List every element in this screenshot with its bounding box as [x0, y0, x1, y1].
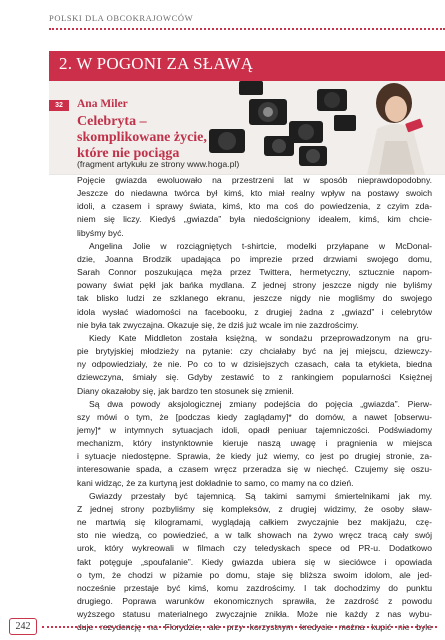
- body-line: dzie, Joanna Brodzik upadająca po imprezie przed drzwiami swojego domu,: [77, 253, 432, 264]
- body-line: wyższego statusu materialnego zwyczajnie znikła. Może nie każdy z nas wybu-: [77, 609, 432, 620]
- body-line: drugiego. Poprawa warunków ekonomicznych sprawiła, że zazdrość z powodu: [77, 596, 432, 606]
- body-line: powany świat pękł jak bańka mydlana. Z jednej strony jeszcze nigdy nie byliśmy: [77, 280, 432, 291]
- body-line: urok, który wykreowali w filmach czy teledyskach specе od PR-u. Dodatkowo: [77, 543, 432, 554]
- body-line: Z jednej strony pozbyliśmy się kompleksów, z drugiej widzimy, że osoby sław-: [77, 503, 432, 514]
- body-line: libyśmy być.: [77, 227, 124, 238]
- body-line: sto nie wiedzą, co powiedzieć, a w talk showach na żywo wręcz tracą cały swój: [77, 530, 432, 541]
- body-line: Kiedy Kate Middleton została księżną, w sondażu przeprowadzonym na gru-: [89, 332, 432, 343]
- running-head: POLSKI DLA OBCOKRAJOWCÓW: [49, 13, 194, 23]
- article-title-line: Celebryta – skomplikowane życie,: [77, 114, 207, 145]
- body-line: Pojęcie gwiazda ewoluowało na przestrzeni lat w sposób nieprawdopodobny.: [77, 175, 432, 185]
- article-title-line: które nie pociąga: [77, 146, 180, 161]
- source-note: (fragment artykułu ze strony www.hoga.pl): [77, 159, 240, 169]
- body-line: idola wysłać wiadomości na facebooku, z drugiej żadna z „gwiazd” i celebrytów: [77, 306, 432, 317]
- body-line: pie brytyjskiej młodzieży na pytanie: czy chciałaby być na jej miejscu, dziewczy-: [77, 346, 432, 357]
- body-line: nie była tak zwyczajna. Okazuje się, że dziś już wcale im nie zazdrościmy.: [77, 319, 359, 330]
- section-badge: 32: [49, 100, 69, 111]
- body-line: Sarah Connor poszukująca męża przez Twittera, hermetyczny, sztucznie napom-: [77, 267, 432, 278]
- body-line: idoli, a czasem i sprawy świata, kimś, kto ma coś do powiedzenia, z czyim zda-: [77, 201, 432, 212]
- body-line: o tym, że chodzi w piżamie po domu, staje się bliższa swoim idolom, ale jed-: [77, 569, 432, 580]
- body-line: Diany okazałoby się, jak bardzo ten stosunek się zmienił.: [77, 385, 294, 396]
- body-line: tak blisko ludzi ze szklanego ekranu, jeszcze nigdy nie mogliśmy do swojego: [77, 293, 432, 304]
- body-line: i sytuacje niedostępne. Sprawia, że kiedy już wiemy, co jest po drugiej stronie, za-: [77, 451, 432, 462]
- article-title: [77, 114, 237, 162]
- chapter-title: 2. W POGONI ZA SŁAWĄ: [59, 54, 254, 73]
- body-line: Są dwa powody aksjologicznej zmiany podejścia do pojęcia „gwiazda”. Pierw-: [89, 398, 432, 409]
- article-body: [77, 174, 432, 634]
- body-line: ne martwią się kilogramami, wyglądają całkiem zwyczajnie bez makijażu, czę-: [77, 517, 432, 528]
- header-dotted-rule: [49, 28, 445, 30]
- page-number: 242: [9, 618, 37, 635]
- body-line: mechanizm, który instynktownie kieruje naszą uwagę i pragnienia w miejsca: [77, 438, 432, 449]
- body-line: Jeszcze do niedawna twórca był kimś, kto miał realny wpływ na postawy swoich: [77, 188, 432, 199]
- body-line: Gwiazdy przestały być tajemnicą. Są takimi samymi śmiertelnikami jak my.: [89, 490, 432, 501]
- body-line: interesowanie spada, a czasem wręcz przeradza się w niechęć. Czujemy się oszu-: [77, 464, 432, 475]
- body-line: niem się liczy. Kiedyś „gwiazda” była niedościgniony ideałem, kimś, kim chcie-: [77, 214, 432, 225]
- body-line: dziewczyna, śmiały się. Gdyby zestawić to z rankingiem popularności Księżnej: [77, 372, 432, 383]
- body-line: kani widząc, że za kurtyną jest dokładnie to samo, co mamy na co dzień.: [77, 477, 354, 488]
- body-line: nocześnie przestaje być kimś, komu zazdrościmy. I tak dochodzimy do punktu: [77, 582, 432, 593]
- body-line: ny odpowiedziały, że nie. Po co to w dzisiejszych czasach, cała ta etykieta, biedna: [77, 359, 432, 370]
- body-line: fakt potęguje „spoufalanie”. Kiedy gwiazda ubiera się w sieciówce i opowiada: [77, 556, 432, 567]
- body-line: duje rezydencję na Florydzie, ale przy korzystnym kredycie można kupić nie byle: [77, 622, 432, 633]
- body-line: szy mówi o tym, że [podczas kiedy zaglądamy]* do domów, a nawet [obserwu-: [77, 411, 432, 422]
- article-author: Ana Miler: [77, 98, 128, 110]
- body-line: jemy]* w intymnych sytuacjach idoli, opadł peniuar tajemniczości. Podświadomy: [77, 424, 432, 435]
- body-line: Angelina Jolie w rozciągniętych t-shirtcie, modelki przyłapane w McDonal-: [89, 240, 432, 251]
- footer-dotted-rule: [42, 626, 437, 628]
